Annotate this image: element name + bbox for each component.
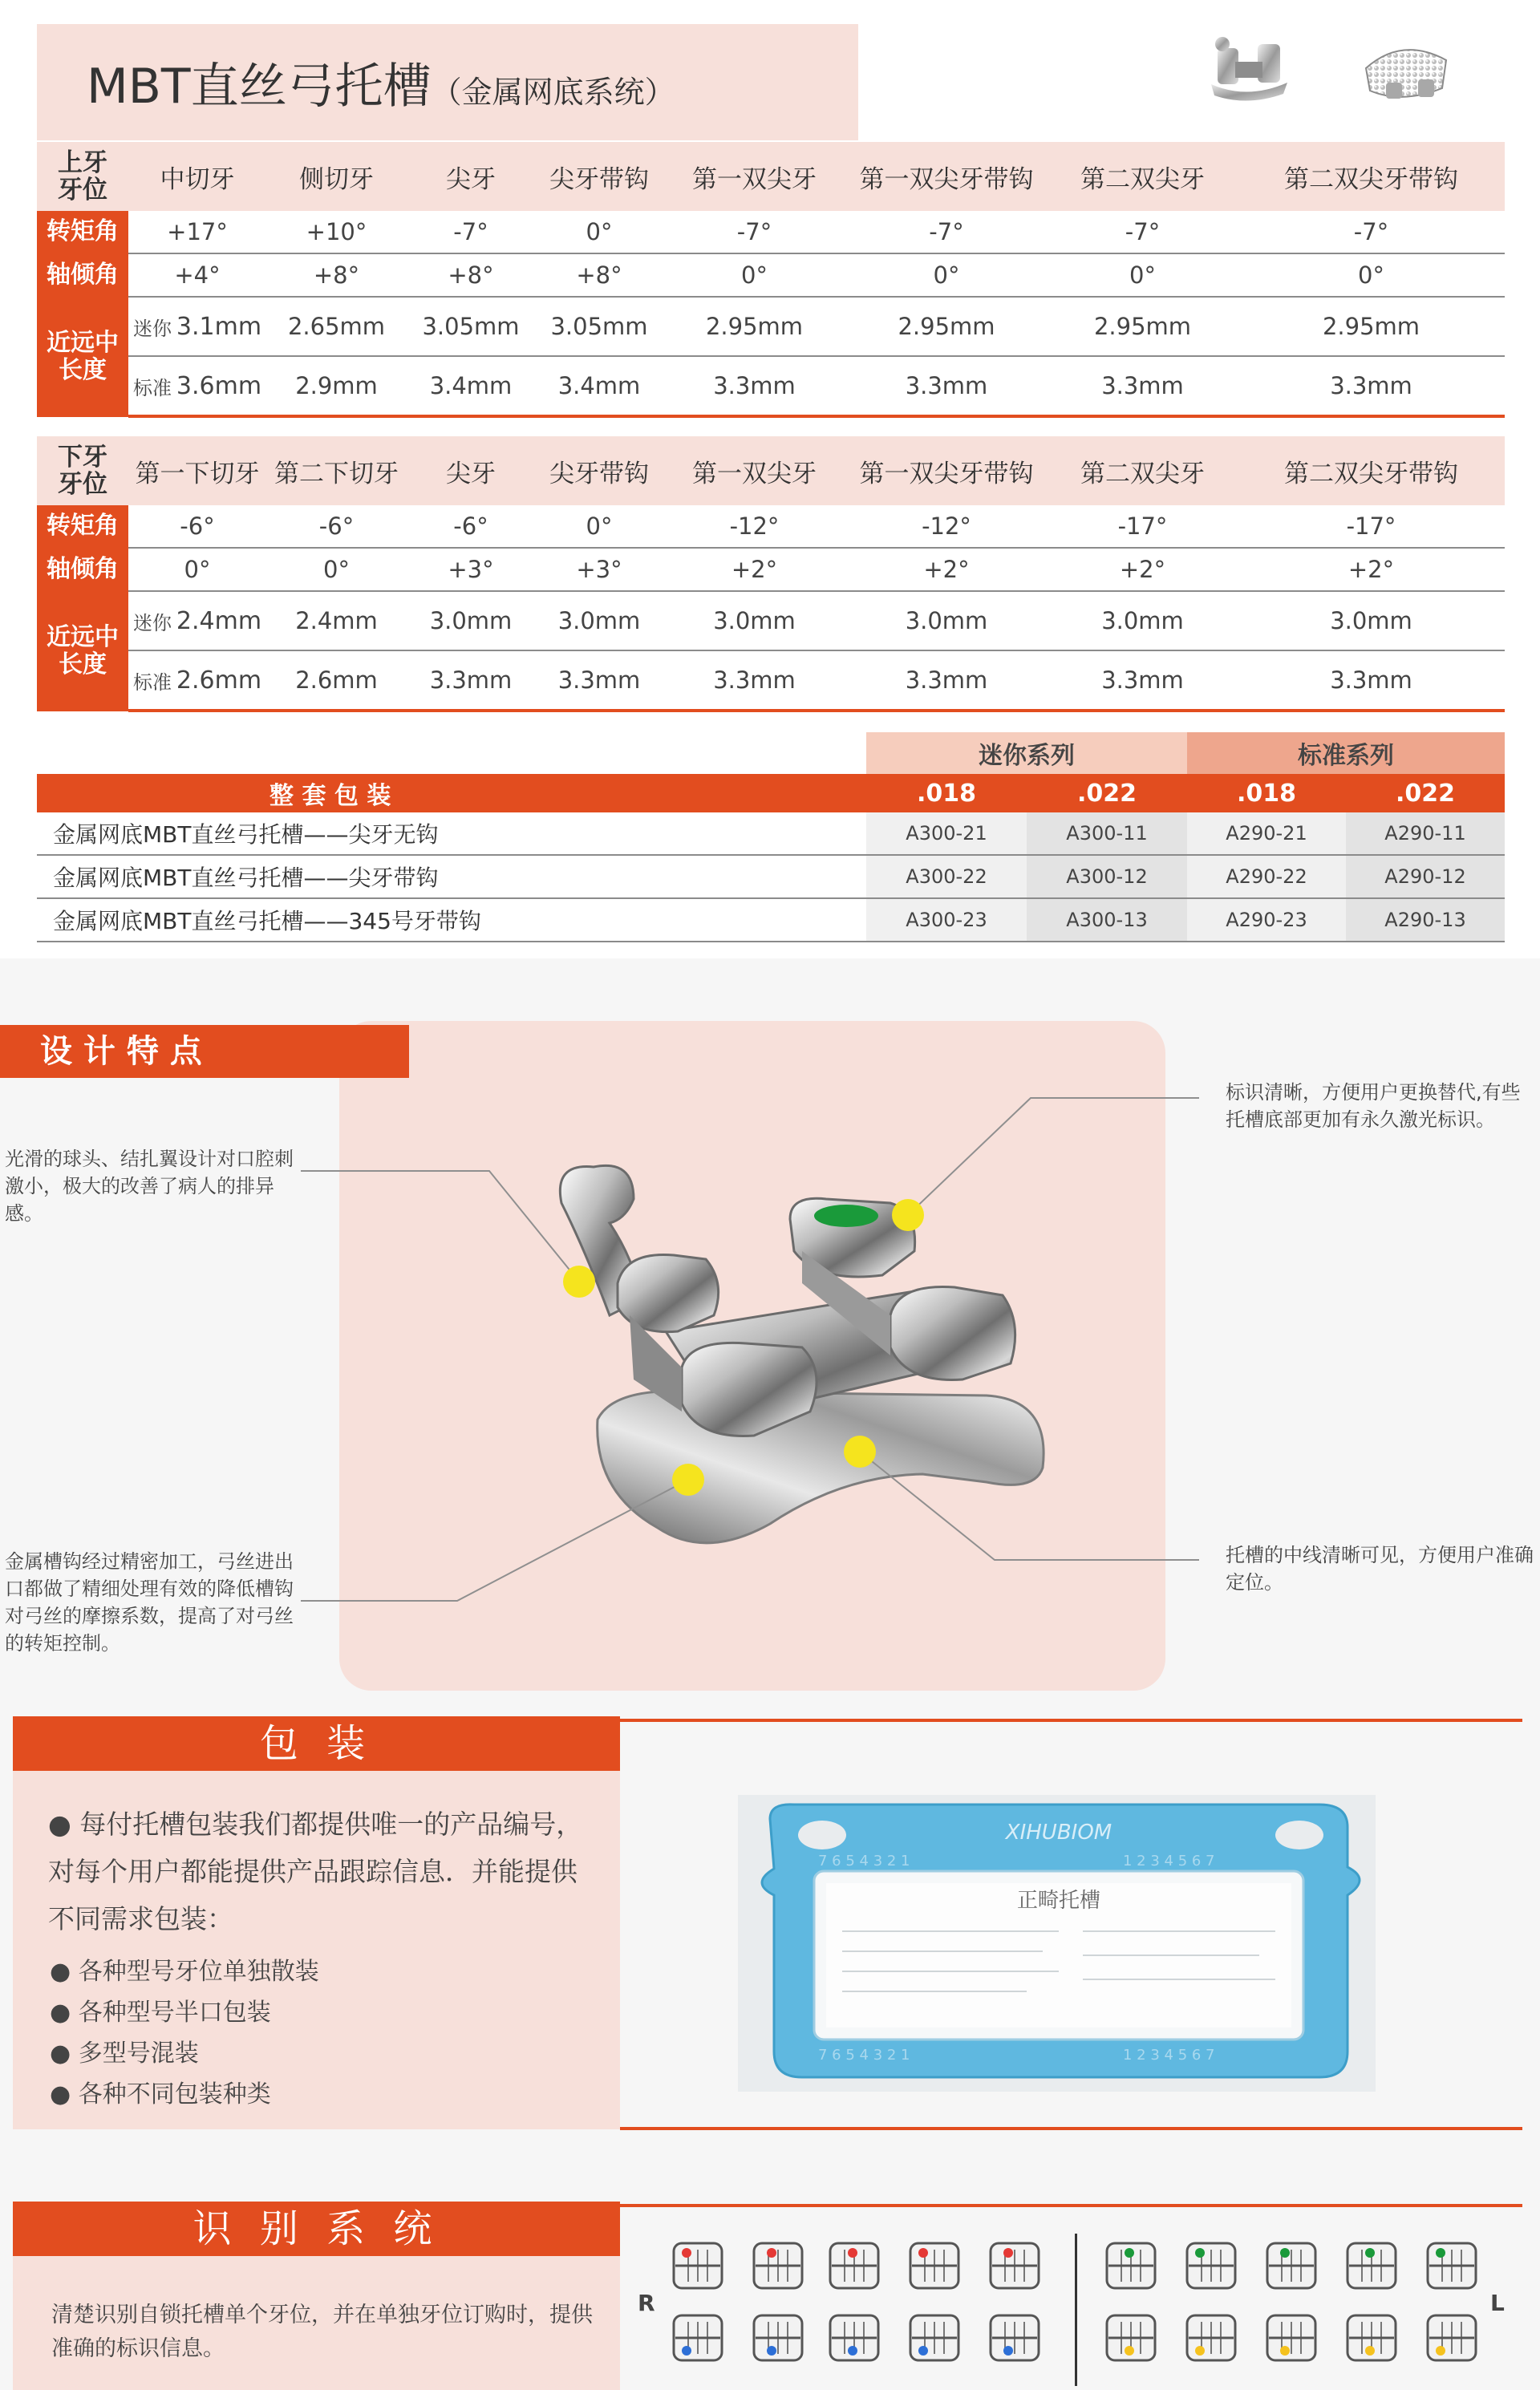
bracket-id-grid — [658, 2222, 1492, 2390]
table-row — [37, 812, 1505, 855]
product-code: A300-11 — [1027, 812, 1187, 855]
table-cell: 0° — [1048, 253, 1238, 297]
lower-torque-row — [37, 505, 1505, 548]
upper-tooth: 第二双尖牙 — [1048, 142, 1238, 211]
packaging-header: 包 装 — [13, 1716, 620, 1771]
torque-label: 转矩角 — [37, 505, 128, 548]
bracket-icon — [910, 2243, 958, 2288]
lower-spec-table — [37, 436, 1505, 712]
table-cell: 3.05mm — [535, 297, 663, 356]
product-code: A290-11 — [1346, 812, 1505, 855]
upper-tooth-row — [37, 142, 1505, 211]
bullet-text: 各种型号牙位单独散装 — [78, 1958, 319, 1986]
table-cell: -17° — [1238, 505, 1505, 548]
title-main: MBT直丝弓托槽 — [87, 59, 432, 115]
divider — [620, 2204, 1522, 2207]
table-cell: 2.95mm — [1048, 297, 1238, 356]
svg-text:7 6 5 4 3 2 1: 7 6 5 4 3 2 1 — [818, 2047, 910, 2064]
svg-text:7 6 5 4 3 2 1: 7 6 5 4 3 2 1 — [818, 1853, 910, 1869]
table-cell: 0° — [128, 548, 266, 591]
table-cell: 3.3mm — [845, 356, 1048, 416]
table-cell: -6° — [407, 505, 535, 548]
table-cell: 3.3mm — [663, 650, 845, 711]
table-cell: +4° — [128, 253, 266, 297]
lower-tooth: 第一双尖牙带钩 — [845, 436, 1048, 505]
title-sub: （金属网底系统） — [431, 75, 675, 110]
table-cell: 2.65mm — [266, 297, 407, 356]
table-cell: 0° — [535, 211, 663, 253]
table-cell: -7° — [1048, 211, 1238, 253]
table-cell: 2.4mm — [266, 591, 407, 650]
lower-tooth-row — [37, 436, 1505, 505]
package-header-row — [37, 774, 1505, 812]
table-cell: +2° — [1048, 548, 1238, 591]
table-cell: 3.3mm — [845, 650, 1048, 711]
bracket-icon — [1348, 2315, 1396, 2360]
product-code: A300-22 — [866, 855, 1027, 898]
table-cell: 0° — [535, 505, 663, 548]
bracket-icon — [991, 2243, 1039, 2288]
lower-tooth: 第二双尖牙带钩 — [1238, 436, 1505, 505]
upper-tooth: 侧切牙 — [266, 142, 407, 211]
bullet-text: 各种型号半口包装 — [78, 1999, 271, 2027]
upper-head: 上牙 牙位 — [37, 142, 128, 211]
table-cell: 3.0mm — [1238, 591, 1505, 650]
bracket-icon — [1187, 2243, 1235, 2288]
bracket-icon — [754, 2243, 802, 2288]
upper-tooth: 第一双尖牙 — [663, 142, 845, 211]
table-cell: 3.3mm — [535, 650, 663, 711]
table-cell: 3.0mm — [407, 591, 535, 650]
upper-tooth: 尖牙 — [407, 142, 535, 211]
product-code: A300-12 — [1027, 855, 1187, 898]
list-item: ● 多型号混装 — [50, 2040, 199, 2068]
table-cell: +17° — [128, 211, 266, 253]
lower-tooth: 第二下切牙 — [266, 436, 407, 505]
product-name: 金属网底MBT直丝弓托槽——尖牙无钩 — [37, 812, 866, 855]
table-cell: 2.6mm — [266, 650, 407, 711]
mini-label: 迷你 — [133, 317, 172, 340]
bracket-icon — [1267, 2243, 1315, 2288]
table-cell: 3.05mm — [407, 297, 535, 356]
table-cell: +3° — [535, 548, 663, 591]
lower-std-row — [37, 650, 1505, 711]
upper-tooth: 第二双尖牙带钩 — [1238, 142, 1505, 211]
product-name: 金属网底MBT直丝弓托槽——尖牙带钩 — [37, 855, 866, 898]
table-cell: 3.6mm — [176, 371, 262, 400]
bracket-icon — [674, 2315, 722, 2360]
bracket-icon — [830, 2243, 878, 2288]
table-cell: +8° — [535, 253, 663, 297]
packaging-intro: ● 每付托槽包装我们都提供唯一的产品编号，对每个用户都能提供产品跟踪信息．并能提供不同需求包装： — [48, 1809, 583, 1934]
divider — [620, 2127, 1522, 2130]
product-code: A290-12 — [1346, 855, 1505, 898]
upper-torque-row — [37, 211, 1505, 253]
table-cell: 3.3mm — [407, 650, 535, 711]
lower-tooth: 尖牙 — [407, 436, 535, 505]
series-std-label: 标准系列 — [1187, 732, 1505, 774]
upper-tooth: 中切牙 — [128, 142, 266, 211]
table-cell: 3.3mm — [1048, 650, 1238, 711]
table-cell: -6° — [128, 505, 266, 548]
table-cell: 2.9mm — [266, 356, 407, 416]
bracket-icon — [1348, 2243, 1396, 2288]
bracket-icon — [1267, 2315, 1315, 2360]
bracket-icon — [1428, 2243, 1476, 2288]
upper-spec-table — [37, 142, 1505, 418]
bracket-icon — [754, 2315, 802, 2360]
product-code: A290-13 — [1346, 898, 1505, 942]
table-cell: 3.4mm — [407, 356, 535, 416]
list-item: ● 各种型号半口包装 — [50, 1999, 271, 2027]
lower-tooth: 第二双尖牙 — [1048, 436, 1238, 505]
package-box-photo — [738, 1795, 1376, 2092]
std-label: 标准 — [133, 376, 172, 399]
table-cell: 3.1mm — [176, 312, 262, 341]
package-header: 整 套 包 装 — [37, 774, 866, 812]
list-item: ● 各种型号牙位单独散装 — [50, 1958, 319, 1986]
callout-bottom-right: 托槽的中线清晰可见，方便用户准确定位。 — [1226, 1544, 1534, 1594]
design-header: 设 计 特 点 — [0, 1025, 409, 1078]
bracket-photo-icon — [1195, 20, 1299, 108]
product-code: A300-21 — [866, 812, 1027, 855]
upper-std-row — [37, 356, 1505, 416]
table-cell: 3.3mm — [1238, 356, 1505, 416]
torque-label: 转矩角 — [37, 211, 128, 253]
bracket-icon — [991, 2315, 1039, 2360]
table-cell: 2.95mm — [1238, 297, 1505, 356]
table-cell: 3.3mm — [1048, 356, 1238, 416]
callout-bottom-left: 金属槽钩经过精密加工，弓丝进出口都做了精细处理有效的降低槽钩对弓丝的摩擦系数，提高了对弓丝的转矩控制。 — [5, 1550, 294, 1655]
svg-text:1 2 3 4 5 6 7: 1 2 3 4 5 6 7 — [1123, 2047, 1215, 2064]
product-code: A290-23 — [1187, 898, 1346, 942]
table-cell: 3.0mm — [663, 591, 845, 650]
left-side-mark: L — [1490, 2290, 1505, 2316]
callout-top-left: 光滑的球头、结扎翼设计对口腔刺激小，极大的改善了病人的排异感。 — [5, 1148, 294, 1225]
table-cell: 3.3mm — [663, 356, 845, 416]
table-cell: -12° — [845, 505, 1048, 548]
table-cell: +3° — [407, 548, 535, 591]
table-cell: -7° — [663, 211, 845, 253]
table-cell: 2.4mm — [176, 606, 262, 635]
table-cell: -12° — [663, 505, 845, 548]
upper-mini-row — [37, 297, 1505, 356]
product-code: A300-23 — [866, 898, 1027, 942]
size-header: .018 — [1187, 774, 1346, 812]
table-row — [37, 855, 1505, 898]
product-code: A290-21 — [1187, 812, 1346, 855]
series-row — [37, 732, 1505, 774]
mesh-base-photo-icon — [1354, 20, 1458, 108]
tip-label: 轴倾角 — [37, 548, 128, 591]
table-cell: -7° — [407, 211, 535, 253]
table-cell: 0° — [1238, 253, 1505, 297]
size-header: .022 — [1027, 774, 1187, 812]
page-title — [87, 48, 675, 117]
identification-text: 清楚识别自锁托槽单个牙位，并在单独牙位订购时，提供准确的标识信息。 — [51, 2303, 593, 2361]
divider — [620, 1719, 1522, 1722]
bullet-text: 各种不同包装种类 — [78, 2080, 271, 2108]
table-cell: -7° — [845, 211, 1048, 253]
lower-tooth: 第一下切牙 — [128, 436, 266, 505]
list-item: ● 各种不同包装种类 — [50, 2080, 271, 2108]
bracket-icon — [830, 2315, 878, 2360]
table-cell: 3.4mm — [535, 356, 663, 416]
table-cell: +10° — [266, 211, 407, 253]
svg-text:1 2 3 4 5 6 7: 1 2 3 4 5 6 7 — [1123, 1853, 1215, 1869]
table-cell: +2° — [845, 548, 1048, 591]
bullet-text: 多型号混装 — [78, 2040, 199, 2068]
bracket-icon — [1428, 2315, 1476, 2360]
table-cell: -7° — [1238, 211, 1505, 253]
bracket-icon — [674, 2243, 722, 2288]
table-cell: 3.0mm — [845, 591, 1048, 650]
table-cell: 2.95mm — [845, 297, 1048, 356]
product-code: A300-13 — [1027, 898, 1187, 942]
box-brand: XIHUBIOM — [1005, 1821, 1112, 1845]
table-cell: 3.3mm — [1238, 650, 1505, 711]
size-header: .018 — [866, 774, 1027, 812]
table-cell: +8° — [266, 253, 407, 297]
table-cell: -17° — [1048, 505, 1238, 548]
mini-label: 迷你 — [133, 611, 172, 634]
table-cell: -6° — [266, 505, 407, 548]
table-cell: +8° — [407, 253, 535, 297]
callout-top-right: 标识清晰，方便用户更换替代,有些托槽底部更加有永久激光标识。 — [1226, 1081, 1521, 1131]
upper-tooth: 尖牙带钩 — [535, 142, 663, 211]
package-table — [37, 732, 1505, 942]
upper-tip-row — [37, 253, 1505, 297]
upper-tooth: 第一双尖牙带钩 — [845, 142, 1048, 211]
length-label: 近远中 长度 — [37, 591, 128, 711]
product-name: 金属网底MBT直丝弓托槽——345号牙带钩 — [37, 898, 866, 942]
bracket-icon — [1187, 2315, 1235, 2360]
size-header: .022 — [1346, 774, 1505, 812]
series-mini-label: 迷你系列 — [866, 732, 1187, 774]
product-code: A290-22 — [1187, 855, 1346, 898]
table-cell: +2° — [1238, 548, 1505, 591]
bracket-icon — [1107, 2243, 1155, 2288]
lower-head: 下牙 牙位 — [37, 436, 128, 505]
table-row — [37, 898, 1505, 942]
table-cell: 0° — [266, 548, 407, 591]
table-cell: +2° — [663, 548, 845, 591]
box-label: 正畸托槽 — [1016, 1889, 1101, 1913]
table-cell: 0° — [663, 253, 845, 297]
table-cell: 0° — [845, 253, 1048, 297]
table-cell: 2.6mm — [176, 666, 262, 695]
table-cell: 3.0mm — [1048, 591, 1238, 650]
bracket-icon — [1107, 2315, 1155, 2360]
table-cell: 3.0mm — [535, 591, 663, 650]
lower-tooth: 尖牙带钩 — [535, 436, 663, 505]
length-label: 近远中 长度 — [37, 297, 128, 416]
table-cell: 2.95mm — [663, 297, 845, 356]
lower-tip-row — [37, 548, 1505, 591]
tip-label: 轴倾角 — [37, 253, 128, 297]
std-label: 标准 — [133, 670, 172, 694]
lower-tooth: 第一双尖牙 — [663, 436, 845, 505]
bracket-icon — [910, 2315, 958, 2360]
right-side-mark: R — [638, 2290, 655, 2316]
lower-mini-row — [37, 591, 1505, 650]
identification-header: 识 别 系 统 — [13, 2202, 620, 2256]
